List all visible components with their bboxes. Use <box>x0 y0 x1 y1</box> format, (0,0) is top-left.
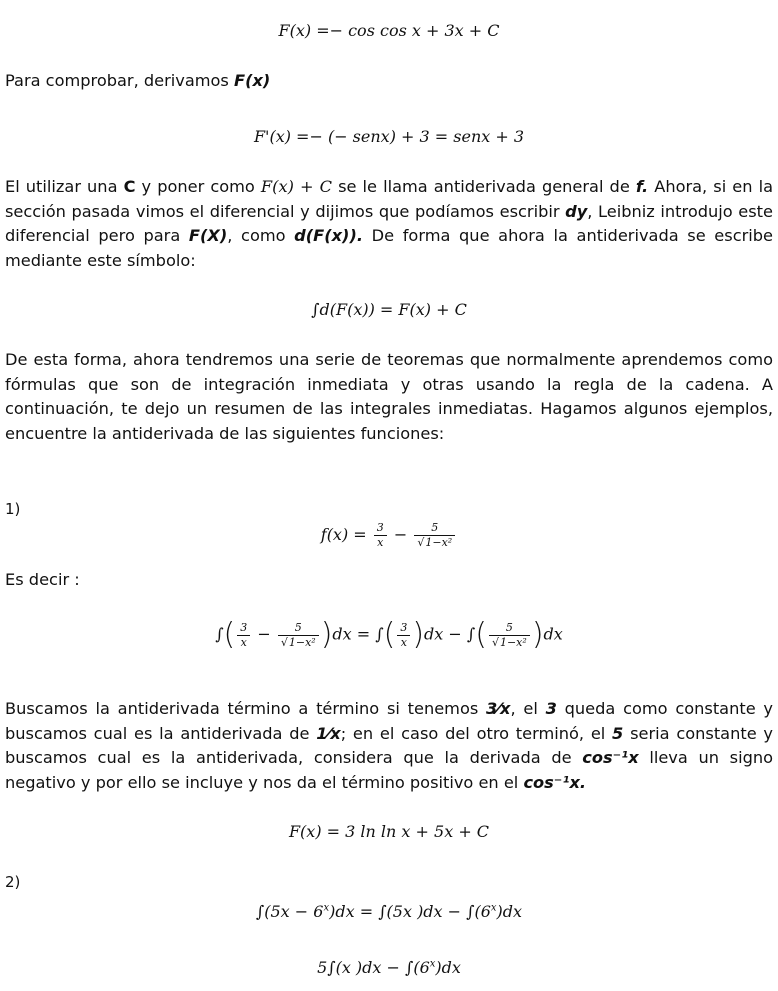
bold-term: dy <box>565 201 588 221</box>
math-operator: = <box>351 624 376 644</box>
bold-term: cos⁻¹x <box>582 748 639 767</box>
math-segment: )dx <box>496 902 523 921</box>
fraction-numerator: 3 <box>237 622 250 636</box>
integral-sign: ∫ <box>215 624 224 644</box>
math-dx: dx <box>332 624 352 644</box>
fraction-3-over-x <box>374 522 387 549</box>
text-segment: seria constante y buscamos cual es la antiderivada, considera que la derivada de <box>5 723 774 767</box>
bold-term: 3 <box>545 699 557 718</box>
text-segment: De forma que ahora la antiderivada se escribe mediante este símbolo: <box>5 226 773 270</box>
paragraph-antiderivada-general <box>5 175 773 273</box>
math-superscript: x <box>323 902 330 914</box>
bold-term: F(X) <box>188 226 228 245</box>
math-dx: dx <box>543 624 563 644</box>
bold-term: C <box>123 177 136 196</box>
fraction-numerator: 5 <box>489 622 530 636</box>
example-label-1: 1) <box>5 500 21 518</box>
fraction-numerator: 3 <box>397 622 410 636</box>
equation-example-2 <box>0 902 778 921</box>
text-segment: , Leibniz introdujo este diferencial pero para <box>5 201 773 245</box>
fraction <box>489 622 530 649</box>
text-segment: queda como constante y buscamos cual es la antiderivada de <box>5 699 773 743</box>
fraction-5-over-sqrt <box>414 522 455 549</box>
text-segment: , como <box>227 226 295 245</box>
math-operator: − <box>252 624 276 644</box>
example-label-2: 2) <box>5 873 21 891</box>
equation-antiderivative: F(x) =− cos cos x + 3x + C <box>278 21 500 40</box>
text-segment: Ahora, si en la sección pasada vimos el diferencial y dijimos que podíamos escribir <box>5 177 774 221</box>
sqrt-radicand: 1−x² <box>499 635 527 649</box>
fraction-numerator: 5 <box>278 622 319 636</box>
bold-term: 1⁄x <box>316 723 341 743</box>
fraction-numerator: 5 <box>414 522 455 536</box>
fraction-denominator: x <box>400 635 407 649</box>
bold-term: F(x) <box>234 71 271 90</box>
text-segment: y poner como <box>135 177 261 196</box>
paragraph-comprobar <box>5 69 773 94</box>
fraction-denominator: x <box>377 536 384 549</box>
text-segment: El utilizar una <box>5 177 124 196</box>
fraction <box>278 622 319 649</box>
equation-result-1: F(x) = 3 ln ln x + 5x + C <box>288 822 490 841</box>
text-segment: lleva un signo negativo y por ello se incluye y nos da el término positivo en el <box>5 748 774 792</box>
text-segment: , el <box>510 699 546 718</box>
text-es-decir: Es decir : <box>5 570 80 589</box>
math-operator: − <box>443 624 467 644</box>
equation-integral-split: ∫( $\frac{3}{x}$ − $\frac{5}{\text{√1−x²}}$ )dx = ∫( $\frac{3}{x}$ )dx − ∫( $\frac{5}{\text{√1−x²}}$ )dx <box>215 617 563 652</box>
integral-sign: ∫ <box>466 624 476 644</box>
paragraph-buscamos <box>5 697 773 795</box>
math-segment: 5∫(x )dx − ∫(6 <box>317 958 430 977</box>
sqrt-radicand: 1−x² <box>425 536 453 549</box>
math-superscript: x <box>490 902 497 914</box>
math-segment: )dx = ∫(5x )dx − ∫(6 <box>329 902 491 921</box>
bold-term: f. <box>635 177 649 196</box>
text-segment: Buscamos la antiderivada término a término si tenemos <box>5 699 487 718</box>
math-lhs: f(x) = <box>320 525 372 544</box>
paragraph-text: Para comprobar, derivamos <box>5 71 235 90</box>
math-inline: F(x) + C <box>260 177 332 196</box>
math-operator: − <box>388 525 413 544</box>
math-segment: ∫(5x − 6 <box>255 902 324 921</box>
fraction-denominator: x <box>240 635 247 649</box>
math-superscript: x <box>429 958 436 970</box>
math-dx: dx <box>424 624 444 644</box>
text-segment: ; en el caso del otro terminó, el <box>340 723 613 743</box>
equation-integral-notation: ∫d(F(x)) = F(x) + C <box>311 300 467 319</box>
bold-term: d(F(x)). <box>294 226 364 245</box>
bold-term: 5 <box>612 723 624 743</box>
bold-term: 3⁄x <box>486 699 511 718</box>
fraction-denominator: √1−x² <box>491 635 527 649</box>
sqrt-radicand: 1−x² <box>288 635 316 649</box>
paragraph-teoremas: De esta forma, ahora tendremos una serie de teoremas que normalmente aprendemos como fórmulas que son de integración inmediata y otras usando la regla de la cadena. A continuación, te dejo un resumen de las integrales inmediatas. Hagamos algunos ejemplos, encuentre la antiderivada de las siguientes funciones: <box>5 350 773 443</box>
text-segment: se le llama antiderivada general de <box>332 177 636 196</box>
fraction-numerator: 3 <box>374 522 387 536</box>
equation-example-2-step <box>0 958 778 977</box>
integral-sign: ∫ <box>375 624 384 644</box>
equation-derivative: F'(x) =− (− senx) + 3 = senx + 3 <box>253 127 525 146</box>
fraction-denominator: √1−x² <box>280 635 316 649</box>
math-segment: )dx <box>435 958 461 977</box>
fraction <box>237 622 250 649</box>
bold-term: cos⁻¹x. <box>523 772 587 792</box>
fraction-denominator: √1−x² <box>417 536 453 549</box>
equation-function-f <box>0 522 778 549</box>
fraction <box>397 622 410 649</box>
